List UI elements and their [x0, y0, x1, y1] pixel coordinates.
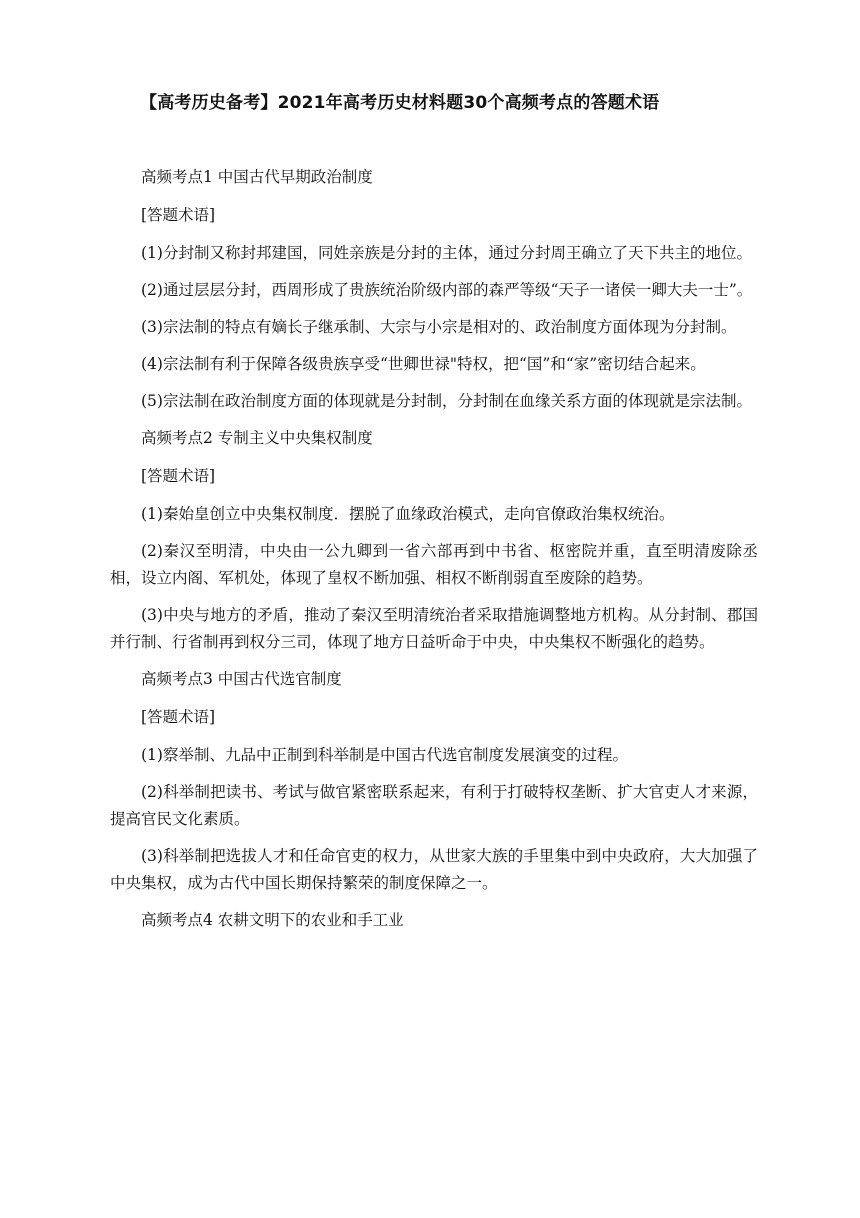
section-heading: 高频考点3 中国古代选官制度: [141, 670, 342, 688]
list-item: (2)科举制把读书、考试与做官紧密联系起来，有利于打破特权垄断、扩大官吏人才来源，提高官民文化素质。: [110, 783, 758, 828]
list-item: (2)通过层层分封，西周形成了贵族统治阶级内部的森严等级“天子一诸侯一卿大夫一士”。: [141, 281, 753, 299]
section-heading: 高频考点4 农耕文明下的农业和手工业: [141, 911, 404, 929]
list-item: (1)察举制、九品中正制到科举制是中国古代选官制度发展演变的过程。: [141, 746, 628, 764]
list-item: (1)分封制又称封邦建国，同姓亲族是分封的主体，通过分封周王确立了天下共主的地位。: [141, 244, 752, 262]
document-body: [110, 164, 758, 945]
list-item: (4)宗法制有利于保障各级贵族享受“世卿世禄"特权，把“国”和“家”密切结合起来。: [141, 355, 706, 373]
document-title: 【高考历史备考】2021年高考历史材料题30个高频考点的答题术语: [140, 93, 660, 113]
answer-terms-tag: [答题术语]: [141, 467, 216, 485]
list-item: (3)宗法制的特点有嫡长子继承制、大宗与小宗是相对的、政治制度方面体现为分封制。: [141, 318, 737, 336]
list-item: (2)秦汉至明清，中央由一公九卿到一省六部再到中书省、枢密院并重，直至明清废除丞相，设立内阁、军机处，体现了皇权不断加强、相权不断削弱直至废除的趋势。: [110, 542, 758, 587]
list-item: (3)科举制把选拔人才和任命官吏的权力，从世家大族的手里集中到中央政府，大大加强了中央集权，成为古代中国长期保持繁荣的制度保障之一。: [110, 847, 758, 892]
list-item: (1)秦始皇创立中央集权制度．摆脱了血缘政治模式，走向官僚政治集权统治。: [141, 505, 675, 523]
answer-terms-tag: [答题术语]: [141, 206, 216, 224]
answer-terms-tag: [答题术语]: [141, 708, 216, 726]
section-heading: 高频考点2 专制主义中央集权制度: [141, 429, 373, 447]
list-item: (5)宗法制在政治制度方面的体现就是分封制，分封制在血缘关系方面的体现就是宗法制。: [141, 392, 752, 410]
section-heading: 高频考点1 中国古代早期政治制度: [141, 168, 373, 186]
list-item: (3)中央与地方的矛盾，推动了秦汉至明清统治者采取措施调整地方机构。从分封制、郡国并行制、行省制再到权分三司，体现了地方日益听命于中央，中央集权不断强化的趋势。: [110, 606, 758, 651]
